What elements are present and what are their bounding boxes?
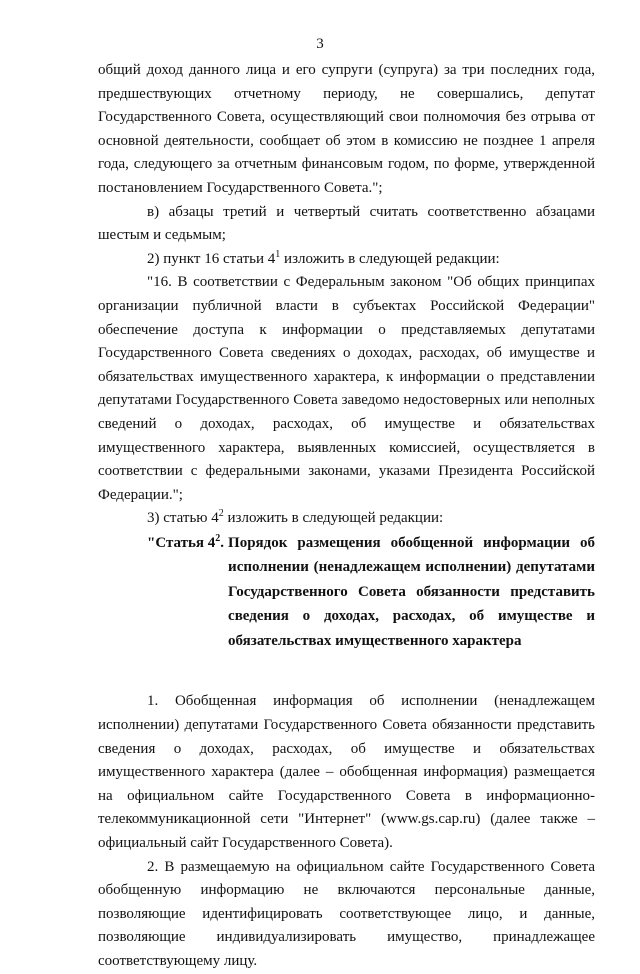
- paragraph-item-2: [98, 248, 595, 272]
- spacer: [98, 653, 595, 690]
- item2-text: 2) пункт 16 статьи 4: [147, 250, 276, 267]
- article-label-superscript: 2: [215, 532, 221, 544]
- paragraph-item-3: [98, 507, 595, 531]
- paragraph-point-1: 1. Обобщенная информация об исполнении (ненадлежащем исполнении) депутатами Государственного Совета обязанности представить сведения о доходах, расходах, об имуществе и обязательствах имущественного характера (далее – обобщенная информация) размещается на официальном сайте Государственного Совета в информационно-телекоммуникационной сети "Интернет" (www.gs.cap.ru) (далее также – официальный сайт Государственного Совета).: [98, 693, 595, 851]
- article-label-text: "Статья 4: [147, 534, 216, 551]
- document-body: [98, 59, 595, 974]
- item2-superscript: 1: [275, 248, 281, 260]
- paragraph-continuation: общий доход данного лица и его супруги (супруга) за три последних года, предшествующих отчетному периоду, не совершались, депутат Государственного Совета, осуществляющий свои полномочия без отрыва от основной деятельности, сообщает об этом в комиссию не позднее 1 апреля года, следующего за отчетным финансовым годом, по форме, утвержденной постановлением Государственного Совета.";: [98, 62, 595, 196]
- page-number: 3: [316, 36, 324, 52]
- item3-superscript: 2: [218, 508, 224, 520]
- paragraph-quote-16: "16. В соответствии с Федеральным законом "Об общих принципах организации публичной власти в субъектах Российской Федерации" обеспечение доступа к информации о представляемых депутатами Государственного Совета сведениях о доходах, расходах, об имуществе и обязательствах имущественного характера, к информации о представлении депутатами Государственного Совета заведомо недостоверных или неполных сведений о доходах, расходах, об имуществе и обязательствах имущественного характера, выявленных комиссией, осуществляется в соответствии с федеральными законами, указами Президента Российской Федерации.";: [98, 274, 595, 503]
- article-title: Порядок размещения обобщенной информации об исполнении (ненадлежащем исполнении) депутатами Государственного Совета обязанности представить сведения о доходах, расходах, об имуществе и обязательствах имущественного характера: [228, 534, 595, 649]
- paragraph-item-v: в) абзацы третий и четвертый считать соответственно абзацами шестым и седьмым;: [98, 203, 595, 244]
- article-label-dot: .: [220, 534, 225, 551]
- item3-text-after: изложить в следующей редакции:: [223, 510, 444, 527]
- paragraph-point-2: 2. В размещаемую на официальном сайте Государственного Совета обобщенную информацию не включаются персональные данные, позволяющие идентифицировать соответствующее лицо, и данные, позволяющие индивидуализировать имущество, принадлежащее соответствующему лицу.: [98, 858, 595, 969]
- article-label: [98, 531, 224, 654]
- item2-text-after: изложить в следующей редакции:: [280, 250, 500, 267]
- item3-text: 3) статью 4: [147, 510, 219, 527]
- article-heading: [98, 531, 595, 654]
